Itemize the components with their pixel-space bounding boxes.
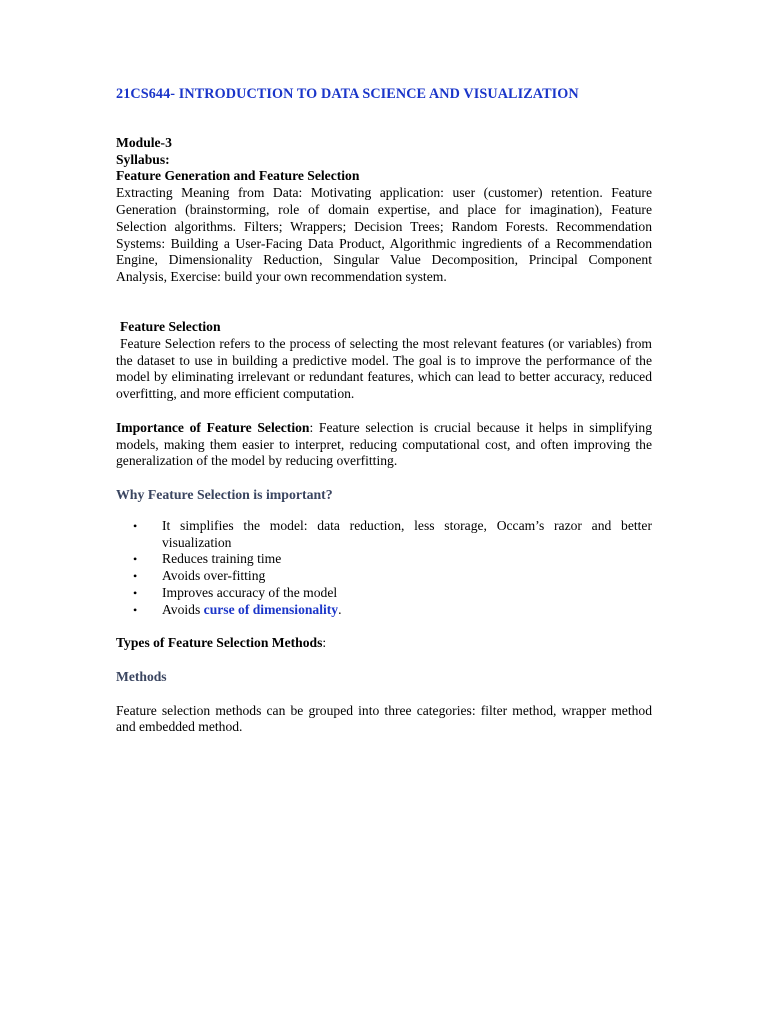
types-heading: Types of Feature Selection Methods: [116, 635, 323, 651]
bullet-icon: •: [133, 569, 138, 584]
syllabus-label: Syllabus:: [116, 151, 170, 167]
document-content: [116, 86, 652, 736]
module-label: Module-3: [116, 134, 172, 150]
bullet-text: Avoids over-fitting: [162, 568, 266, 584]
feature-selection-heading: Feature Selection: [120, 318, 221, 334]
bullet-text: It simplifies the model: data reduction, less storage, Occam’s razor and better visualization: [162, 517, 652, 550]
types-paragraph: [116, 635, 652, 652]
list-item: [116, 602, 652, 619]
feature-selection-text: Feature Selection refers to the process of selecting the most relevant features (or variables) from the dataset to use in building a predictive model. The goal is to improve the performance of the model by eliminating irrelevant or redundant features, which can lead to better accuracy, reduced overfitting, and more efficient computation.: [116, 335, 652, 402]
why-heading: Why Feature Selection is important?: [116, 486, 333, 502]
methods-heading: Methods: [116, 668, 167, 684]
list-item: [116, 568, 652, 585]
syllabus-text: Extracting Meaning from Data: Motivating application: user (customer) retention. Feature Generation (brainstorming, role of domain expertise, and place for imagination), Feature Selection algorithms. Filters; Wrappers; Decision Trees; Random Forests. Recommendation Systems: Building a User-Facing Data Product, Algorithmic ingredients of a Recommendation Engine, Dimensionality Reduction, Singular Value Decomposition, Principal Component Analysis, Exercise: build your own recommendation system.: [116, 185, 652, 285]
importance-text: : Feature selection is crucial because it helps in simplifying models, making them easier to interpret, reducing computational cost, and often improving the generalization of the model by reducing overfitting.: [116, 419, 652, 469]
bullet-text: Reduces training time: [162, 551, 282, 567]
document-title: 21CS644- INTRODUCTION TO DATA SCIENCE AND VISUALIZATION: [116, 86, 579, 102]
bullet-icon: •: [133, 518, 138, 533]
syllabus-heading: Feature Generation and Feature Selection: [116, 168, 360, 184]
why-bullet-list: [116, 518, 652, 619]
methods-text: Feature selection methods can be grouped into three categories: filter method, wrapper method and embedded method.: [116, 702, 652, 735]
bullet-text-prefix: Avoids: [162, 601, 204, 617]
importance-label: Importance of Feature Selection: [116, 419, 310, 435]
bullet-text: Improves accuracy of the model: [162, 584, 338, 600]
bullet-text-suffix: .: [338, 601, 342, 617]
list-item: [116, 585, 652, 602]
bullet-icon: •: [133, 585, 138, 600]
importance-paragraph: [116, 420, 652, 470]
bullet-icon: •: [133, 602, 138, 617]
bullet-icon: •: [133, 552, 138, 567]
curse-of-dimensionality-link[interactable]: curse of dimensionality: [203, 601, 339, 617]
list-item: [116, 551, 652, 568]
list-item: [116, 518, 652, 552]
types-suffix: :: [322, 635, 327, 651]
